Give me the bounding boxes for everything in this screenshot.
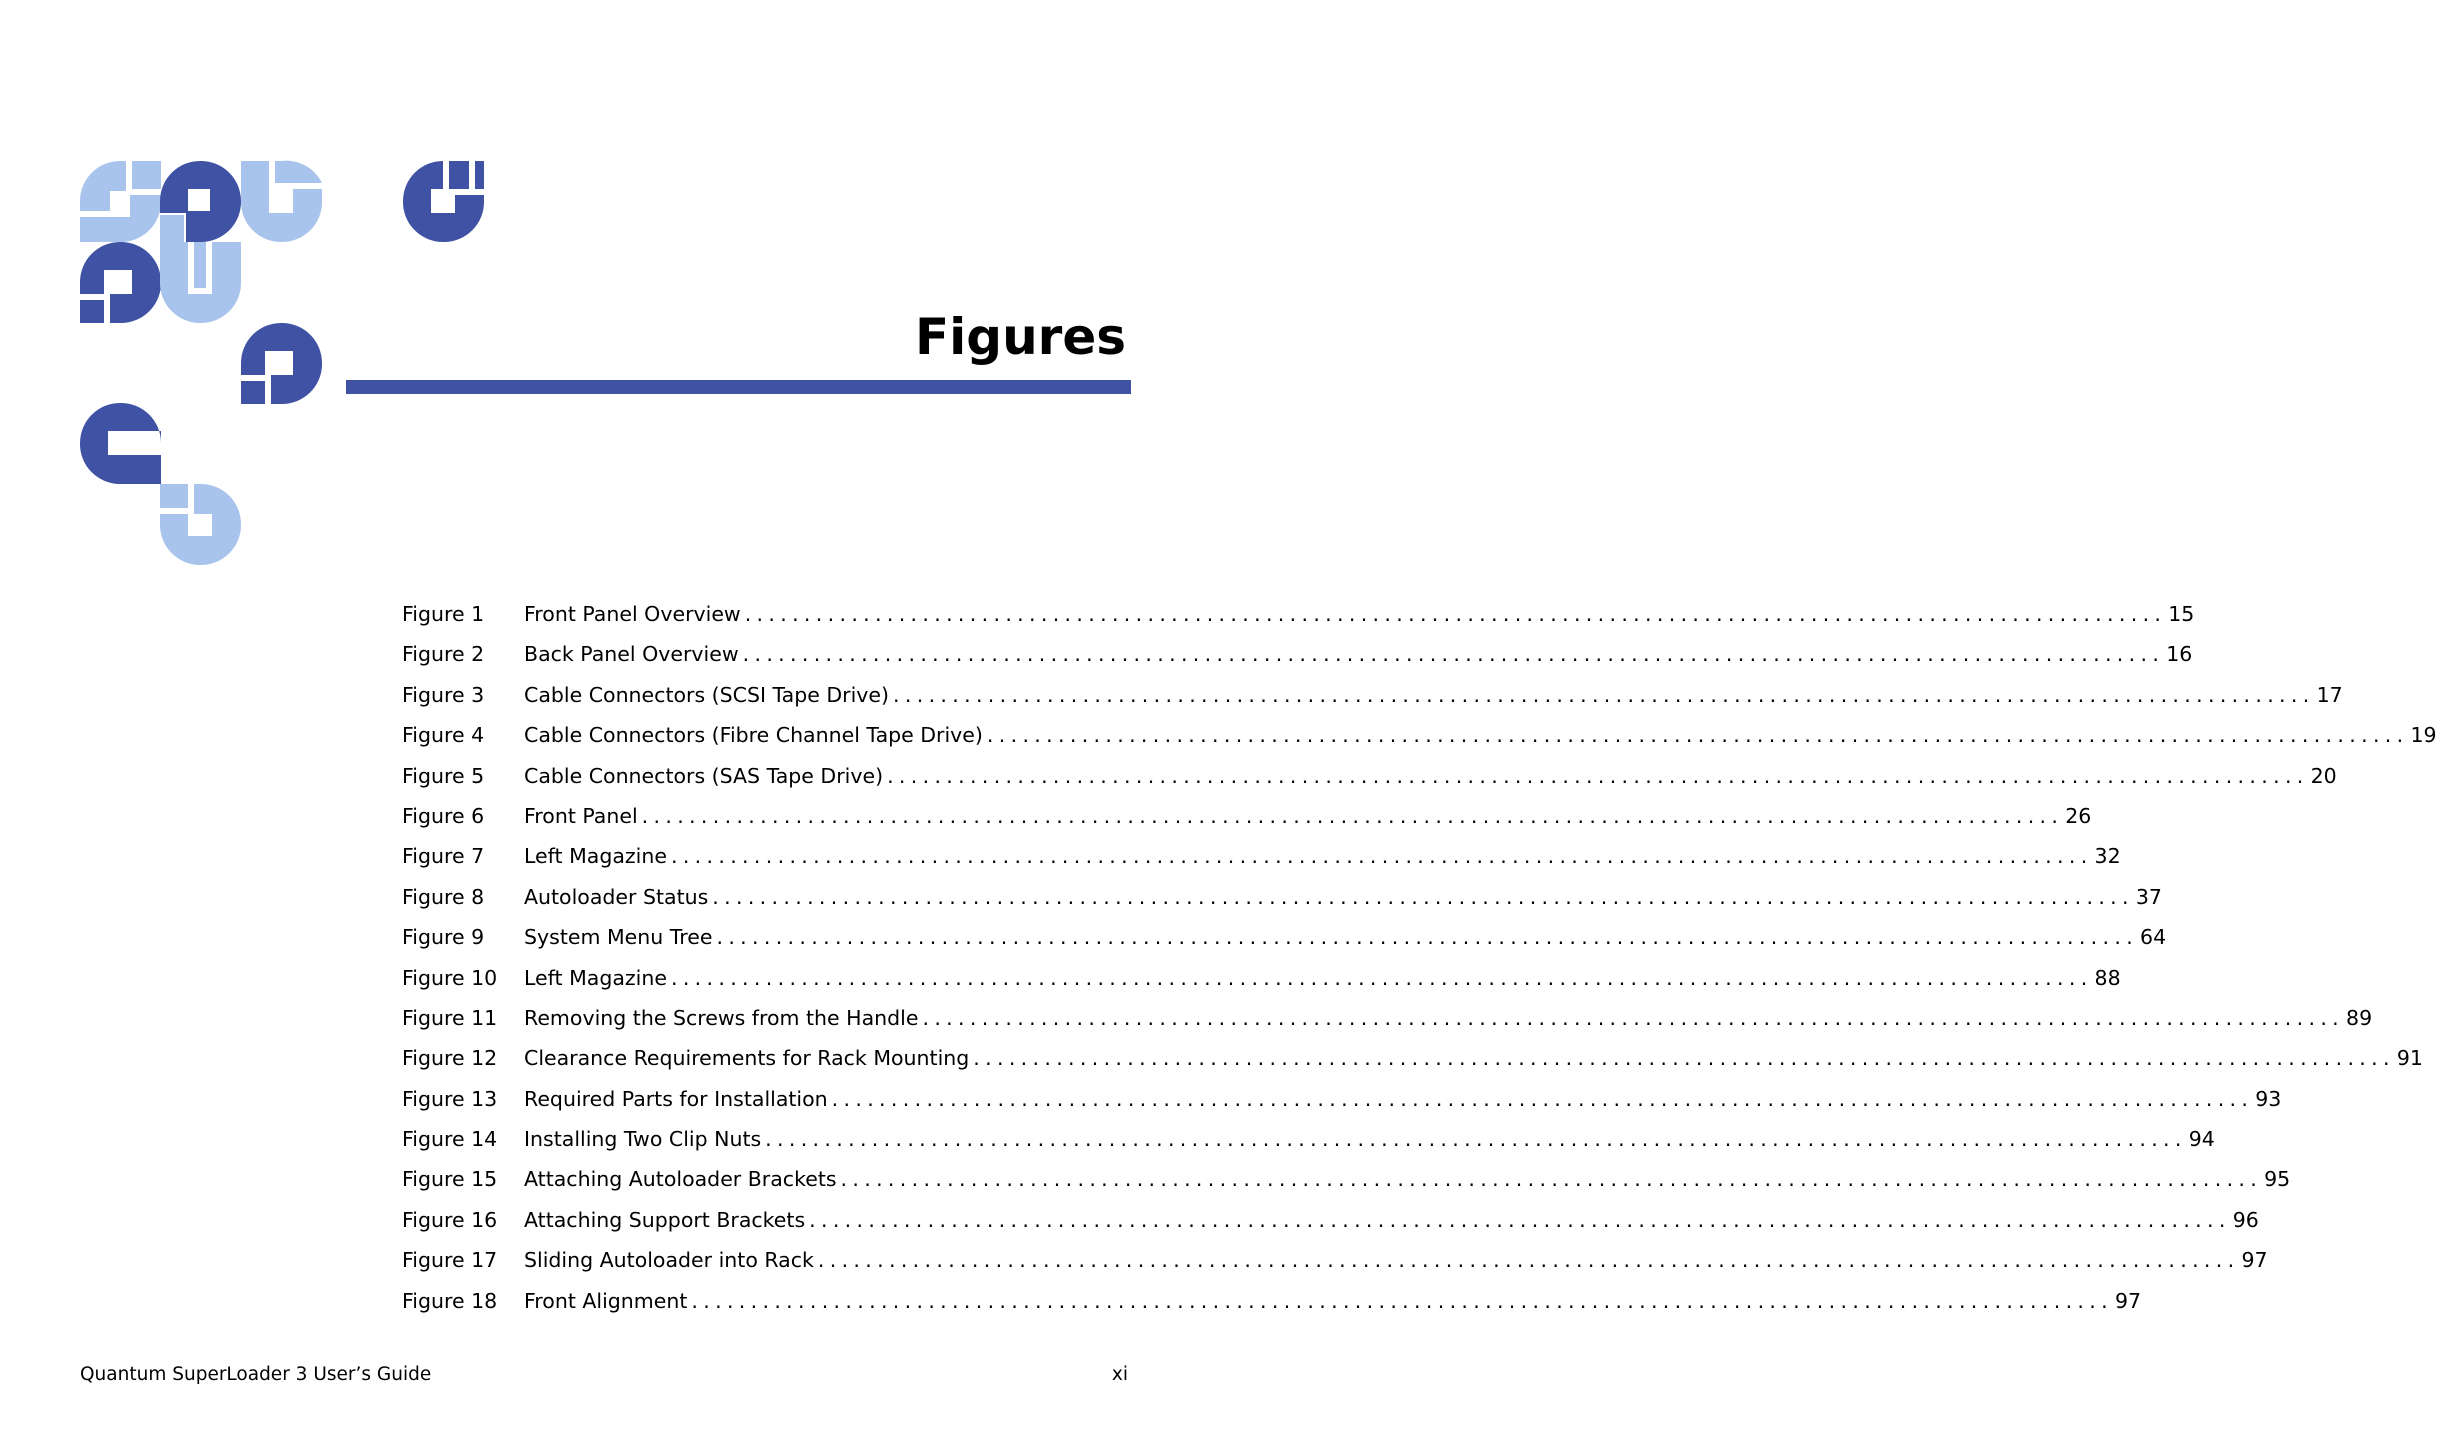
figure-number: Figure 17 bbox=[402, 1248, 498, 1273]
logo-glyph-icon bbox=[80, 242, 161, 323]
figure-number: Figure 12 bbox=[402, 1046, 498, 1071]
figure-entry[interactable] bbox=[402, 756, 2337, 796]
figure-page-number: 64 bbox=[2140, 925, 2167, 950]
dot-leader: ........................................................................................................................ bbox=[809, 1207, 2231, 1232]
dot-leader: ........................................................................................................................ bbox=[670, 844, 2093, 869]
dot-leader: ........................................................................................................................ bbox=[840, 1167, 2263, 1192]
figure-number: Figure 8 bbox=[402, 884, 485, 909]
figure-page-number: 96 bbox=[2232, 1207, 2259, 1232]
dot-leader: ........................................................................................................................ bbox=[744, 602, 2167, 626]
figure-page-number: 89 bbox=[2346, 1005, 2373, 1030]
figure-number: Figure 2 bbox=[402, 642, 485, 667]
dot-leader: ........................................................................................................................ bbox=[691, 1288, 2113, 1313]
dot-leader: ........................................................................................................................ bbox=[973, 1046, 2395, 1071]
dot-leader: ........................................................................................................................ bbox=[712, 884, 2134, 909]
title-rule bbox=[346, 380, 1131, 394]
figure-page-number: 95 bbox=[2264, 1167, 2291, 1192]
figure-title: Left Magazine bbox=[524, 965, 667, 990]
figure-entry[interactable] bbox=[402, 634, 2193, 674]
dot-leader: ........................................................................................................................ bbox=[716, 925, 2139, 950]
dot-leader: ........................................................................................................................ bbox=[831, 1086, 2254, 1111]
figure-entry[interactable] bbox=[402, 917, 2167, 957]
figure-number: Figure 4 bbox=[402, 723, 485, 748]
figure-entry[interactable] bbox=[402, 1079, 2282, 1119]
figure-title: Required Parts for Installation bbox=[524, 1086, 828, 1111]
figure-title: Front Panel Overview bbox=[524, 602, 741, 626]
dot-leader: ........................................................................................................................ bbox=[893, 682, 2315, 707]
logo-glyph-icon bbox=[80, 161, 161, 242]
figure-title: Front Panel bbox=[524, 803, 638, 828]
logo-glyph-icon bbox=[403, 161, 484, 242]
figure-page-number: 20 bbox=[2310, 763, 2337, 788]
figure-entry[interactable] bbox=[402, 958, 2121, 998]
figure-page-number: 26 bbox=[2065, 803, 2092, 828]
figure-page-number: 37 bbox=[2135, 884, 2162, 909]
figure-title: Attaching Support Brackets bbox=[524, 1207, 806, 1232]
figure-number: Figure 6 bbox=[402, 803, 485, 828]
figure-page-number: 32 bbox=[2094, 844, 2121, 869]
figure-number: Figure 7 bbox=[402, 844, 485, 869]
figure-entry[interactable] bbox=[402, 836, 2121, 876]
figure-number: Figure 14 bbox=[402, 1127, 498, 1152]
figure-entry[interactable] bbox=[402, 796, 2092, 836]
figure-page-number: 97 bbox=[2241, 1248, 2268, 1273]
figure-entry[interactable] bbox=[402, 1200, 2259, 1240]
dot-leader: ........................................................................................................................ bbox=[742, 642, 2165, 667]
logo-glyph-icon bbox=[160, 484, 241, 565]
figure-number: Figure 9 bbox=[402, 925, 485, 950]
figure-number: Figure 10 bbox=[402, 965, 498, 990]
figure-number: Figure 15 bbox=[402, 1167, 498, 1192]
logo-glyph-icon bbox=[241, 323, 322, 404]
logo-glyph-icon bbox=[241, 161, 322, 242]
figure-entry[interactable] bbox=[402, 998, 2373, 1038]
figure-entry[interactable] bbox=[402, 1159, 2291, 1199]
figure-title: Back Panel Overview bbox=[524, 642, 739, 667]
figure-title: Left Magazine bbox=[524, 844, 667, 869]
figure-page-number: 19 bbox=[2410, 723, 2437, 748]
dot-leader: ........................................................................................................................ bbox=[817, 1248, 2240, 1273]
dot-leader: ........................................................................................................................ bbox=[986, 723, 2409, 748]
figure-page-number: 97 bbox=[2114, 1288, 2142, 1313]
figure-title: Removing the Screws from the Handle bbox=[524, 1005, 919, 1030]
logo-glyph-icon bbox=[160, 242, 241, 323]
figure-title: Attaching Autoloader Brackets bbox=[524, 1167, 837, 1192]
figure-number: Figure 3 bbox=[402, 682, 485, 707]
figure-title: Installing Two Clip Nuts bbox=[524, 1127, 762, 1152]
figure-title: Cable Connectors (Fibre Channel Tape Drive) bbox=[524, 723, 983, 748]
figure-number: Figure 5 bbox=[402, 763, 485, 788]
figure-number: Figure 16 bbox=[402, 1207, 498, 1232]
logo-glyph-icon bbox=[80, 403, 161, 484]
figure-entry[interactable] bbox=[402, 1281, 2142, 1321]
figure-title: Autoloader Status bbox=[524, 884, 709, 909]
dot-leader: ........................................................................................................................ bbox=[887, 763, 2309, 788]
logo-glyph-icon bbox=[160, 161, 241, 242]
figure-entry[interactable] bbox=[402, 877, 2162, 917]
figure-entry[interactable] bbox=[402, 715, 2437, 755]
figure-entry[interactable] bbox=[402, 1240, 2268, 1280]
figure-page-number: 93 bbox=[2255, 1086, 2282, 1111]
figure-entry[interactable] bbox=[402, 594, 2195, 634]
figure-number: Figure 18 bbox=[402, 1288, 498, 1313]
figure-number: Figure 1 bbox=[402, 602, 485, 626]
dot-leader: ........................................................................................................................ bbox=[765, 1127, 2187, 1152]
figure-page-number: 17 bbox=[2316, 682, 2343, 707]
figure-page-number: 16 bbox=[2166, 642, 2193, 667]
figure-title: Cable Connectors (SAS Tape Drive) bbox=[524, 763, 884, 788]
figure-entry[interactable] bbox=[402, 1119, 2215, 1159]
figure-title: Front Alignment bbox=[524, 1288, 688, 1313]
quantum-logo-pattern bbox=[0, 0, 1210, 600]
footer-document-title: Quantum SuperLoader 3 User’s Guide bbox=[80, 1364, 432, 1385]
figure-number: Figure 13 bbox=[402, 1086, 498, 1111]
figure-number: Figure 11 bbox=[402, 1005, 498, 1030]
page-title: Figures bbox=[914, 308, 1126, 366]
figure-page-number: 91 bbox=[2396, 1046, 2423, 1071]
dot-leader: ........................................................................................................................ bbox=[922, 1005, 2345, 1030]
figure-page-number: 94 bbox=[2188, 1127, 2215, 1152]
dot-leader: ........................................................................................................................ bbox=[641, 803, 2064, 828]
figure-title: Cable Connectors (SCSI Tape Drive) bbox=[524, 682, 890, 707]
figure-page-number: 88 bbox=[2094, 965, 2121, 990]
dot-leader: ........................................................................................................................ bbox=[670, 965, 2093, 990]
figure-title: System Menu Tree bbox=[524, 925, 713, 950]
figure-list bbox=[402, 594, 2437, 1321]
figure-title: Sliding Autoloader into Rack bbox=[524, 1248, 814, 1273]
figure-page-number: 15 bbox=[2168, 602, 2195, 626]
figure-entry[interactable] bbox=[402, 1038, 2423, 1078]
footer-page-number: xi bbox=[1111, 1364, 1128, 1385]
figure-title: Clearance Requirements for Rack Mounting bbox=[524, 1046, 970, 1071]
figure-entry[interactable] bbox=[402, 675, 2343, 715]
